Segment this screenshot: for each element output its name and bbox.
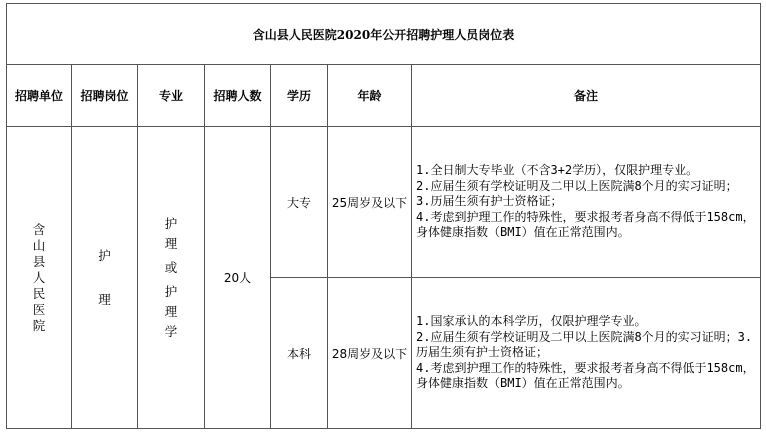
header-education: 学历 bbox=[271, 65, 328, 127]
education-cell: 大专 bbox=[271, 127, 328, 278]
remark-line: 1.国家承认的本科学历，仅限护理学专业。 bbox=[416, 314, 647, 329]
age-cell: 25周岁及以下 bbox=[328, 127, 412, 278]
header-position: 招聘岗位 bbox=[72, 65, 138, 127]
table-row bbox=[7, 127, 761, 278]
count-cell: 20人 bbox=[205, 127, 271, 429]
education-cell: 本科 bbox=[271, 278, 328, 429]
age-cell: 28周岁及以下 bbox=[328, 278, 412, 429]
header-row bbox=[7, 65, 761, 127]
header-remarks: 备注 bbox=[412, 65, 761, 127]
remark-line: 4.考虑到护理工作的特殊性，要求报考者身高不得低于158cm，身体健康指数（BMI）值在正常范围内。 bbox=[416, 209, 755, 240]
remark-line: 3.历届生须有护士资格证； bbox=[416, 194, 563, 209]
header-major: 专业 bbox=[138, 65, 205, 127]
unit-vertical-text: 含 山 县 人 民 医 院 bbox=[32, 221, 46, 333]
remark-line: 1.全日制大专毕业（不含3+2学历），仅限护理专业。 bbox=[416, 163, 699, 178]
remark-line: 2.应届生须有学校证明及二甲以上医院满8个月的实习证明；3.历届生须有护士资格证； bbox=[416, 329, 753, 360]
unit-cell bbox=[7, 127, 72, 429]
recruitment-table bbox=[6, 3, 761, 429]
header-unit: 招聘单位 bbox=[7, 65, 72, 127]
table-title: 含山县人民医院2020年公开招聘护理人员岗位表 bbox=[7, 4, 761, 65]
remarks-cell bbox=[412, 278, 761, 429]
remarks-cell bbox=[412, 127, 761, 278]
remark-line: 2.应届生须有学校证明及二甲以上医院满8个月的实习证明； bbox=[416, 178, 738, 193]
major-cell bbox=[138, 127, 205, 429]
header-age: 年龄 bbox=[328, 65, 412, 127]
major-vertical-text: 护 理 或 护 理 学 bbox=[164, 215, 178, 339]
position-vertical-text: 护 理 bbox=[98, 247, 111, 307]
header-count: 招聘人数 bbox=[205, 65, 271, 127]
remark-line: 4.考虑到护理工作的特殊性，要求报考者身高不得低于158cm，身体健康指数（BMI）值在正常范围内。 bbox=[416, 360, 755, 391]
position-cell bbox=[72, 127, 138, 429]
